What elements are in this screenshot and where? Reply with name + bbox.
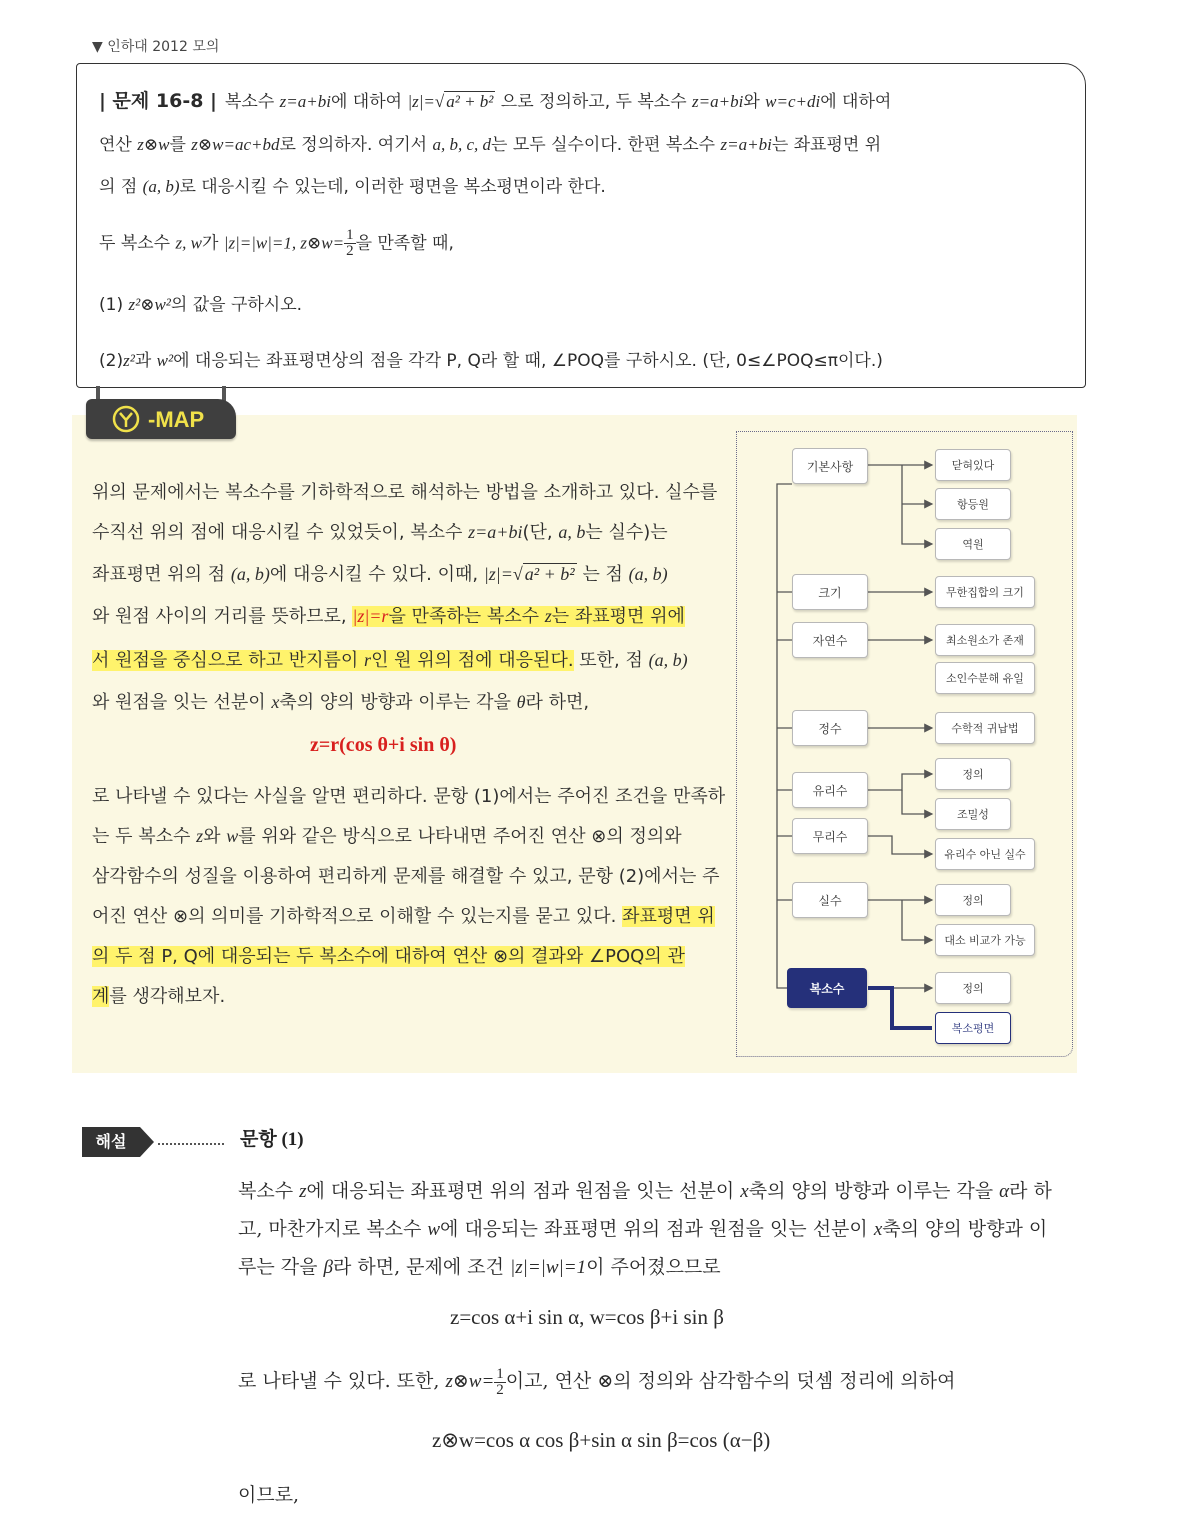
text: 또한, 점 <box>573 650 649 671</box>
text: (2) <box>99 351 124 371</box>
text: 좌표평면 위의 점 <box>92 564 231 585</box>
map-leaf-infinite-size: 무한집합의 크기 <box>935 576 1035 608</box>
text: 과 <box>134 351 157 371</box>
concept-map <box>736 431 1073 1057</box>
fraction-one-half <box>344 228 356 259</box>
problem-line-4 <box>99 228 454 259</box>
math: a, b <box>558 522 586 542</box>
text: 을 만족할 때, <box>355 233 454 254</box>
text: 는 모두 실수이다. 한편 복소수 <box>491 135 721 155</box>
text: 의 값을 구하시오. <box>170 295 303 315</box>
text: 연산 <box>99 135 138 155</box>
map-node-natural: 자연수 <box>792 622 868 658</box>
text: 가 <box>201 233 224 254</box>
text: 를 생각해보자. <box>109 986 226 1007</box>
map-leaf-factorization: 소인수분해 유일 <box>935 662 1035 694</box>
denominator: 2 <box>346 243 354 259</box>
problem-line-2 <box>99 130 881 155</box>
math: (a, b) <box>142 177 180 196</box>
math: w=c+di <box>765 92 821 111</box>
text: 를 <box>169 135 192 155</box>
math: z⊗w <box>137 135 170 154</box>
highlight <box>352 606 685 627</box>
problem-box <box>76 63 1086 388</box>
text: 를 위와 같은 방식으로 나타내면 주어진 연산 ⊗의 정의와 <box>238 826 682 847</box>
math: z, w <box>175 233 202 253</box>
math: θ <box>516 692 526 712</box>
text: 위의 문제에서는 복소수를 기하학적으로 해석하는 방법을 소개하고 있다. 실수를 <box>92 482 718 503</box>
solution-title: 문항 (1) <box>240 1129 304 1150</box>
map-leaf-closed: 닫혀있다 <box>935 449 1011 481</box>
badge-arrow-icon <box>140 1127 154 1157</box>
y-logo-icon <box>112 405 140 433</box>
problem-question-1 <box>99 290 302 315</box>
text: 에 대응시킬 수 있다. 이때, <box>269 564 484 585</box>
math: z² <box>123 351 135 370</box>
ymap-line-2 <box>92 518 668 544</box>
math: z <box>544 606 552 626</box>
math: |z|=√ <box>483 564 523 584</box>
math: z⊗w=ac+bd <box>191 135 280 154</box>
map-leaf-complex-plane: 복소평면 <box>935 1012 1011 1044</box>
text: 복소수 <box>224 92 280 112</box>
ymap-line-3 <box>92 560 668 586</box>
highlight: 좌표평면 위 <box>622 906 715 927</box>
text: 와 원점 사이의 거리를 뜻하므로, <box>92 606 353 627</box>
highlight <box>92 650 574 671</box>
text: 로 대응시킬 수 있는데, 이러한 평면을 복소평면이라 한다. <box>179 177 606 197</box>
map-node-basics: 기본사항 <box>792 448 868 484</box>
map-node-irrational: 무리수 <box>792 818 868 854</box>
map-node-real: 실수 <box>792 882 868 918</box>
text: 수직선 위의 점에 대응시킬 수 있었듯이, 복소수 <box>92 522 469 543</box>
map-node-integer: 정수 <box>792 710 868 746</box>
text: 두 복소수 <box>99 233 176 254</box>
map-leaf-identity: 항등원 <box>935 488 1011 520</box>
map-node-rational: 유리수 <box>792 772 868 808</box>
ymap-line-8 <box>92 822 682 848</box>
text: 는 좌표평면 위 <box>771 135 882 155</box>
highlight: 의 두 점 P, Q에 대응되는 두 복소수에 대하여 연산 ⊗의 결과와 ∠POQ의 관 <box>92 946 685 967</box>
math: (a, b) <box>230 564 270 584</box>
text: 복소수 <box>238 1180 300 1202</box>
math: x <box>740 1181 749 1202</box>
math: |z|=|w|=1, z⊗w= <box>223 233 345 253</box>
map-node-size: 크기 <box>792 574 868 610</box>
text: 인 원 위의 점에 대응된다. <box>371 650 574 671</box>
solution-badge: 해설 <box>82 1127 140 1157</box>
text: 축의 양의 방향과 이루는 각을 <box>748 1180 1000 1202</box>
ymap-polar-formula: z=r(cos θ+i sin θ) <box>310 734 457 756</box>
text: 에 대응되는 좌표평면 위의 점과 원점을 잇는 선분이 <box>306 1180 741 1202</box>
solution-line-3 <box>238 1252 721 1279</box>
solution-line-4 <box>238 1366 955 1398</box>
math: |z|=r <box>352 606 389 626</box>
problem-label: | 문제 16-8 | <box>99 90 217 112</box>
fraction-one-half <box>494 1367 506 1398</box>
map-leaf-density: 조밀성 <box>935 798 1011 830</box>
text: 이 주어졌으므로 <box>586 1256 721 1278</box>
numerator: 1 <box>346 227 354 243</box>
text: 삼각함수의 성질을 이용하여 편리하게 문제를 해결할 수 있고, 문항 (2)에서는 주 <box>92 866 720 887</box>
denominator: 2 <box>496 1381 504 1398</box>
text: 로 나타낼 수 있다는 사실을 알면 편리하다. 문항 (1)에서는 주어진 조건을 만족하 <box>92 786 726 807</box>
math: z <box>196 826 204 846</box>
text: 어진 연산 ⊗의 의미를 기하학적으로 이해할 수 있는지를 묻고 있다. <box>92 906 623 927</box>
ymap-line-5 <box>92 646 688 672</box>
math: β <box>323 1257 333 1278</box>
text: 에 대하여 <box>330 92 408 112</box>
map-leaf-definition: 정의 <box>935 884 1011 916</box>
text: 와 원점을 잇는 선분이 <box>92 692 272 713</box>
math: |z|=√ <box>407 92 445 111</box>
math: α <box>999 1181 1010 1202</box>
text: 고, 마찬가지로 복소수 <box>238 1218 428 1240</box>
text: 에 대응되는 좌표평면 위의 점과 원점을 잇는 선분이 <box>440 1218 874 1240</box>
math: z <box>299 1181 307 1202</box>
source-header: ▼ 인하대 2012 모의 <box>92 39 220 55</box>
solution-line-2 <box>238 1214 1047 1241</box>
text: 라 하 <box>1009 1180 1052 1202</box>
map-node-complex: 복소수 <box>787 968 867 1008</box>
math: w² <box>156 351 174 370</box>
ymap-badge <box>86 399 236 439</box>
ymap-line-12 <box>92 982 225 1008</box>
math: (a, b) <box>648 650 688 670</box>
text: 로 나타낼 수 있다. 또한, <box>238 1370 446 1392</box>
problem-line-3 <box>99 172 606 197</box>
map-leaf-ordering: 대소 비교가 가능 <box>935 924 1035 956</box>
map-leaf-inverse: 역원 <box>935 528 1011 560</box>
math: w <box>226 826 239 846</box>
ymap-line-7 <box>92 782 725 808</box>
math: (a, b) <box>628 564 668 584</box>
problem-line-1 <box>99 86 891 113</box>
solution-line-5: 이므로, <box>238 1484 300 1506</box>
text: (1) <box>99 295 129 315</box>
map-leaf-induction: 수학적 귀납법 <box>935 712 1035 744</box>
text: 와 <box>743 92 766 112</box>
ymap-line-6 <box>92 688 589 714</box>
math: |z|=|w|=1 <box>510 1257 587 1278</box>
dotted-leader <box>158 1143 224 1145</box>
math: a, b, c, d <box>432 135 492 154</box>
text: 는 실수)는 <box>585 522 668 543</box>
text: 에 대응되는 좌표평면상의 점을 각각 P, Q라 할 때, ∠POQ를 구하시오. (단, 0≤∠POQ≤π이다.) <box>173 351 883 371</box>
solution-line-1 <box>238 1176 1052 1203</box>
text: 축의 양의 방향과 이루는 각을 <box>279 692 517 713</box>
ymap-label: -MAP <box>148 407 205 432</box>
math: z⊗w= <box>445 1371 495 1392</box>
solution-formula-2: z⊗w=cos α cos β+sin α sin β=cos (α−β) <box>432 1428 771 1452</box>
text: 는 좌표평면 위에 <box>551 606 685 627</box>
ymap-line-10 <box>92 902 715 928</box>
math: x <box>271 692 280 712</box>
math-sqrt: a² + b² <box>524 564 575 584</box>
problem-question-2 <box>99 346 883 371</box>
text: 로 정의하자. 여기서 <box>279 135 433 155</box>
text: 으로 정의하고, 두 복소수 <box>495 92 693 112</box>
math: w <box>427 1219 441 1240</box>
map-leaf-definition: 정의 <box>935 758 1011 790</box>
text: 이고, 연산 ⊗의 정의와 삼각함수의 덧셈 정리에 의하여 <box>505 1370 956 1392</box>
map-leaf-definition: 정의 <box>935 972 1011 1004</box>
solution-formula-1: z=cos α+i sin α, w=cos β+i sin β <box>450 1305 724 1329</box>
text: 는 두 복소수 <box>92 826 197 847</box>
numerator: 1 <box>496 1365 504 1382</box>
map-leaf-irrational-real: 유리수 아닌 실수 <box>935 838 1035 870</box>
text: 의 점 <box>99 177 143 197</box>
ymap-line-11 <box>92 942 685 968</box>
text: 루는 각을 <box>238 1256 324 1278</box>
math: z=a+bi <box>468 522 523 542</box>
math: z²⊗w² <box>128 295 171 314</box>
highlight: 계 <box>92 986 110 1007</box>
math: z=a+bi <box>720 135 772 154</box>
math: r <box>364 650 372 670</box>
text: 는 점 <box>576 564 629 585</box>
text: 에 대하여 <box>820 92 892 112</box>
text: 서 원점을 중심으로 하고 반지름이 <box>92 650 365 671</box>
map-leaf-min-element: 최소원소가 존재 <box>935 624 1035 656</box>
ymap-line-1 <box>92 478 717 504</box>
text: 라 하면, 문제에 조건 <box>332 1256 510 1278</box>
math-sqrt: a² + b² <box>446 92 494 111</box>
math: x <box>873 1219 883 1240</box>
ymap-line-9 <box>92 862 719 888</box>
text: 을 만족하는 복소수 <box>388 606 545 627</box>
text: (단, <box>522 522 559 543</box>
text: 와 <box>203 826 227 847</box>
concept-map-connectors <box>737 432 1074 1058</box>
text: 라 하면, <box>525 692 590 713</box>
text: 축의 양의 방향과 이 <box>882 1218 1048 1240</box>
math: z=a+bi <box>692 92 744 111</box>
math: z=a+bi <box>279 92 331 111</box>
ymap-line-4 <box>92 602 685 628</box>
